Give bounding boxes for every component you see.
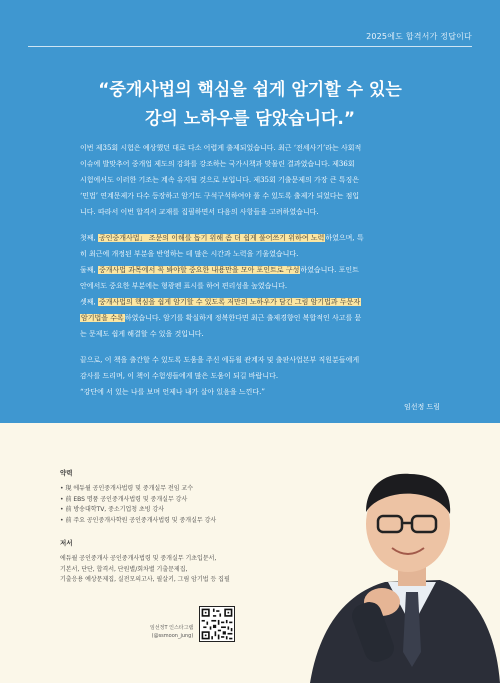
paragraph-line <box>80 310 436 326</box>
books-item: 에듀윌 공인중개사 공인중개사법령 및 중개실무 기초입문서, <box>60 555 217 562</box>
paragraph-line: 끝으로, 이 책을 출간할 수 있도록 도움을 주신 에듀윌 관계자 및 출판사업본부 직원분들에게 <box>80 356 360 364</box>
headline-line-1: “중개사법의 핵심을 쉽게 암기할 수 있는 <box>98 80 402 100</box>
second-highlight: 중개사법 과목에서 꼭 봐야할 중요한 내용만을 모아 포인트로 구성 <box>98 266 300 274</box>
paragraph-line <box>80 262 436 278</box>
first-highlight: 공인중개사법」 조문의 이해를 돕기 위해 좀 더 쉽게 풀어쓰기 위하여 노력 <box>98 234 325 242</box>
paragraph-line: ‘민법’ 연계문제가 다수 등장하고 암기도 구석구석하여야 풀 수 있도록 출제가 되었다는 점입 <box>80 192 360 200</box>
author-bio <box>60 468 310 586</box>
intro-paragraph <box>80 140 436 220</box>
paragraph-line: 이번 제35회 시험은 예상했던 대로 다소 어렵게 출제되었습니다. 최근 ‘전세사기’라는 사회적 <box>80 144 362 152</box>
paragraph-line: 안에서도 중요한 부분에는 형광펜 표시를 하여 편리성을 높였습니다. <box>80 282 288 290</box>
tagline: 2025에도 합격서가 정답이다 <box>366 32 472 41</box>
features-paragraph <box>80 230 436 342</box>
first-suffix: 하였으며, 특 <box>325 234 364 242</box>
books-item: 기본서, 단단, 합격서, 단원별/회차별 기출문제집, <box>60 565 188 573</box>
first-prefix: 첫째, <box>80 234 98 242</box>
second-suffix: 하였습니다. 포인트 <box>300 266 359 274</box>
instagram-qr-block <box>150 606 235 642</box>
author-photo <box>300 452 500 683</box>
paragraph-line <box>80 230 436 246</box>
third-highlight-continued: 암기법을 수록 <box>81 314 124 322</box>
career-item: • 前 주요 공인중개사학원 공인중개사법령 및 중개실무 강사 <box>60 516 217 524</box>
author-signature: 임선정 드림 <box>403 403 440 411</box>
paragraph-line: 이슈에 발맞추어 중개업 제도의 강화를 강조하는 국가시책과 맞물린 결과였습니다. 제36회 <box>80 160 355 168</box>
third-highlight: 중개사법의 핵심을 쉽게 암기할 수 있도록 저만의 노하우가 담긴 그림 암기법과 두문자 <box>98 298 361 306</box>
tagline-rule <box>28 46 472 47</box>
third-suffix: 하였습니다. 암기를 확실하게 정복한다면 최근 출제경향인 복합적인 사고를 묻 <box>124 314 362 322</box>
career-item: • 前 EBS 명품 공인중개사법령 및 중개실무 강사 <box>60 495 188 503</box>
paragraph-line: 는 문제도 쉽게 해결할 수 있을 것입니다. <box>80 330 204 338</box>
headline-line-2: 강의 노하우를 담았습니다.” <box>144 109 356 129</box>
books-item: 기출응용 예상문제집, 실전모의고사, 필살키, 그림 암기법 등 집필 <box>60 576 230 583</box>
qr-caption-line-2: (@ssmoon_jung) <box>151 633 194 639</box>
career-heading: 약력 <box>60 469 73 477</box>
qr-caption-line-1: 임선정T 인스타그램 <box>150 625 194 631</box>
paragraph-line: 히 최근에 개정된 부분을 반영하는 데 많은 시간과 노력을 기울였습니다. <box>80 250 299 258</box>
second-prefix: 둘째, <box>80 266 98 274</box>
books-heading: 저서 <box>60 539 73 547</box>
career-item: • 前 방송대학TV, 중소기업청 초빙 강사 <box>60 506 165 513</box>
third-prefix: 셋째, <box>80 298 98 306</box>
paragraph-line <box>80 294 436 310</box>
career-item: • 現 에듀윌 공인중개사법령 및 중개실무 전임 교수 <box>60 485 194 492</box>
paragraph-line: 니다. 따라서 이번 합격서 교재를 집필하면서 다음의 사항들을 고려하였습니다. <box>80 208 319 216</box>
paragraph-line: “강단에 서 있는 나를 보며 언제나 내가 살아 있음을 느낀다.” <box>80 388 265 396</box>
qr-code-icon[interactable] <box>199 606 235 642</box>
paragraph-line: 시험에서도 이러한 기조는 계속 유지될 것으로 보입니다. 제35회 기출문제의 가장 큰 특징은 <box>80 176 360 184</box>
closing-paragraph <box>80 352 436 400</box>
paragraph-line: 감사를 드리며, 이 책이 수험생들에게 많은 도움이 되길 바랍니다. <box>80 372 279 380</box>
qr-caption <box>150 624 193 640</box>
